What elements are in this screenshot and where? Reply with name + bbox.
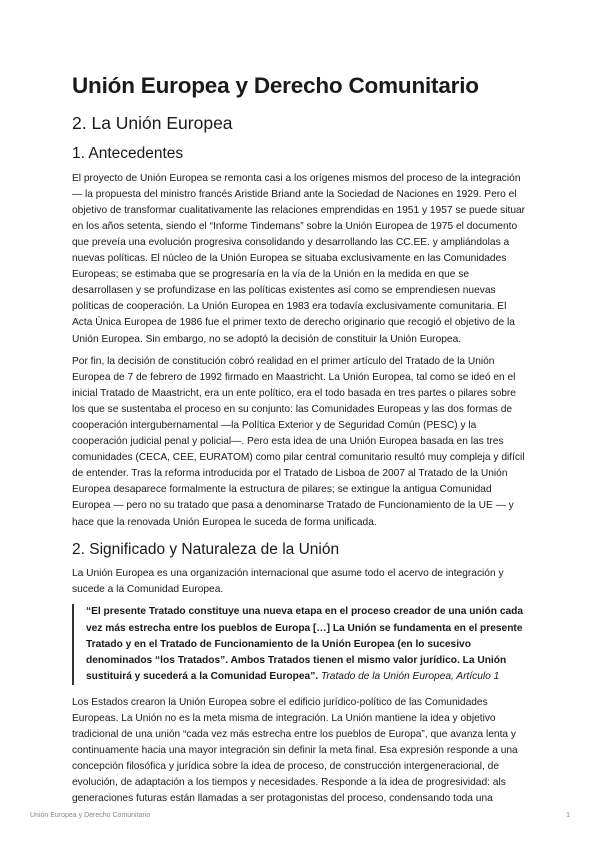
footer-title: Unión Europea y Derecho Comunitario (30, 812, 151, 819)
treaty-quote (72, 604, 527, 684)
document-title: Unión Europea y Derecho Comunitario (72, 73, 479, 98)
page-number: 1 (566, 812, 570, 819)
quote-citation: Tratado de la Unión Europea, Artículo 1 (320, 670, 500, 682)
paragraph: La Unión Europea es una organización internacional que asume todo el acervo de integración y sucede a la Comunidad Europea. (72, 568, 504, 596)
document-page (72, 72, 527, 814)
subsection-heading-antecedentes: 1. Antecedentes (72, 145, 184, 162)
paragraph: Por fin, la decisión de constitución cobró realidad en el primer artículo del Tratado de la Unión Europea de 7 de febrero de 1992 firmado en Maastricht. La Unión Europea, tal como se ideó en el inicial Tratado de Maastricht, era un ente político, era el todo basada en tres partes o pilares sobre los que se sustentaba el proceso en su conjunto: las Comunidades Europeas y las dos formas de cooperación intergubernamental —la Política Exterior y de Seguridad Común (PESC) y la cooperación judicial penal y policial—. Pero esta idea de una Unión Europea basada en las tres comunidades (CECA, CEE, EURATOM) como pilar central comunitario resultó muy compleja y difícil de entender. Tras la reforma introducida por el Tratado de Lisboa de 2007 al Tratado de la Unión Europea desaparece formalmente la estructura de pilares; se extingue la antigua Comunidad Europea — pero no su tratado que pasa a denominarse Tratado de Funcionamiento de la UE — y hace que la renovada Unión Europea le suceda de forma unificada. (72, 355, 525, 528)
page-footer (30, 812, 570, 819)
quote-text: “El presente Tratado constituye una nueva etapa en el proceso creador de una unión cada vez más estrecha entre los pueblos de Europa […] La Unión se fundamenta en el presente Tratado y en el Tratado de Funcionamiento de la Unión Europea (en lo sucesivo denominados “los Tratados”. Ambos Tratados tienen el mismo valor jurídico. La Unión sustituirá y sucederá a la Comunidad Europea”. (86, 606, 524, 682)
section-heading: 2. La Unión Europea (72, 113, 233, 133)
subsection-heading-significado: 2. Significado y Naturaleza de la Unión (72, 540, 340, 558)
paragraph: Los Estados crearon la Unión Europea sobre el edificio jurídico-político de las Comunidades Europeas. La Unión no es la meta misma de integración. La Unión mantiene la idea y objetivo tradicional de una unión “cada vez más estrecha entre los pueblos de Europa”, que avanza lenta y continuamente hacia una mayor integración sin definir la meta final. Esa expresión responde a una concepción filosófica y jurídica sobre la idea de proceso, de construcción intergeneracional, de evolución, de adaptación a los tiempos y necesidades. Responde a la idea de progresividad: als generaciones futuras están llamadas a ser protagonistas del proceso, condensando toda una (72, 696, 518, 805)
paragraph: El proyecto de Unión Europea se remonta casi a los orígenes mismos del proceso de la integración — la propuesta del ministro francés Aristide Briand ante la Sociedad de Naciones en 1929. Pero el objetivo de transformar cualitativamente las relaciones emprendidas en 1951 y 1957 se puede situar en los años setenta, siendo el “Informe Tindemans” sobre la Unión Europea de 1975 el documento que preveía una evolución progresiva consolidando y desarrollando las CC.EE. y ampliándolas a nuevas políticas. El núcleo de la Unión Europea se situaba exclusivamente en las Comunidades Europeas; se estimaba que se progresaría en la vía de la Unión en la medida en que se desarrollasen y se profundizase en las políticas existentes así como se emprendiesen nuevas políticas de cooperación. La Unión Europea en 1983 era todavía exclusivamente comunitaria. El Acta Única Europea de 1986 fue el primer texto de derecho originario que recogió el objetivo de la Unión Europea. Sin embargo, no se adoptó la decisión de constituir la Unión Europea. (72, 172, 526, 345)
